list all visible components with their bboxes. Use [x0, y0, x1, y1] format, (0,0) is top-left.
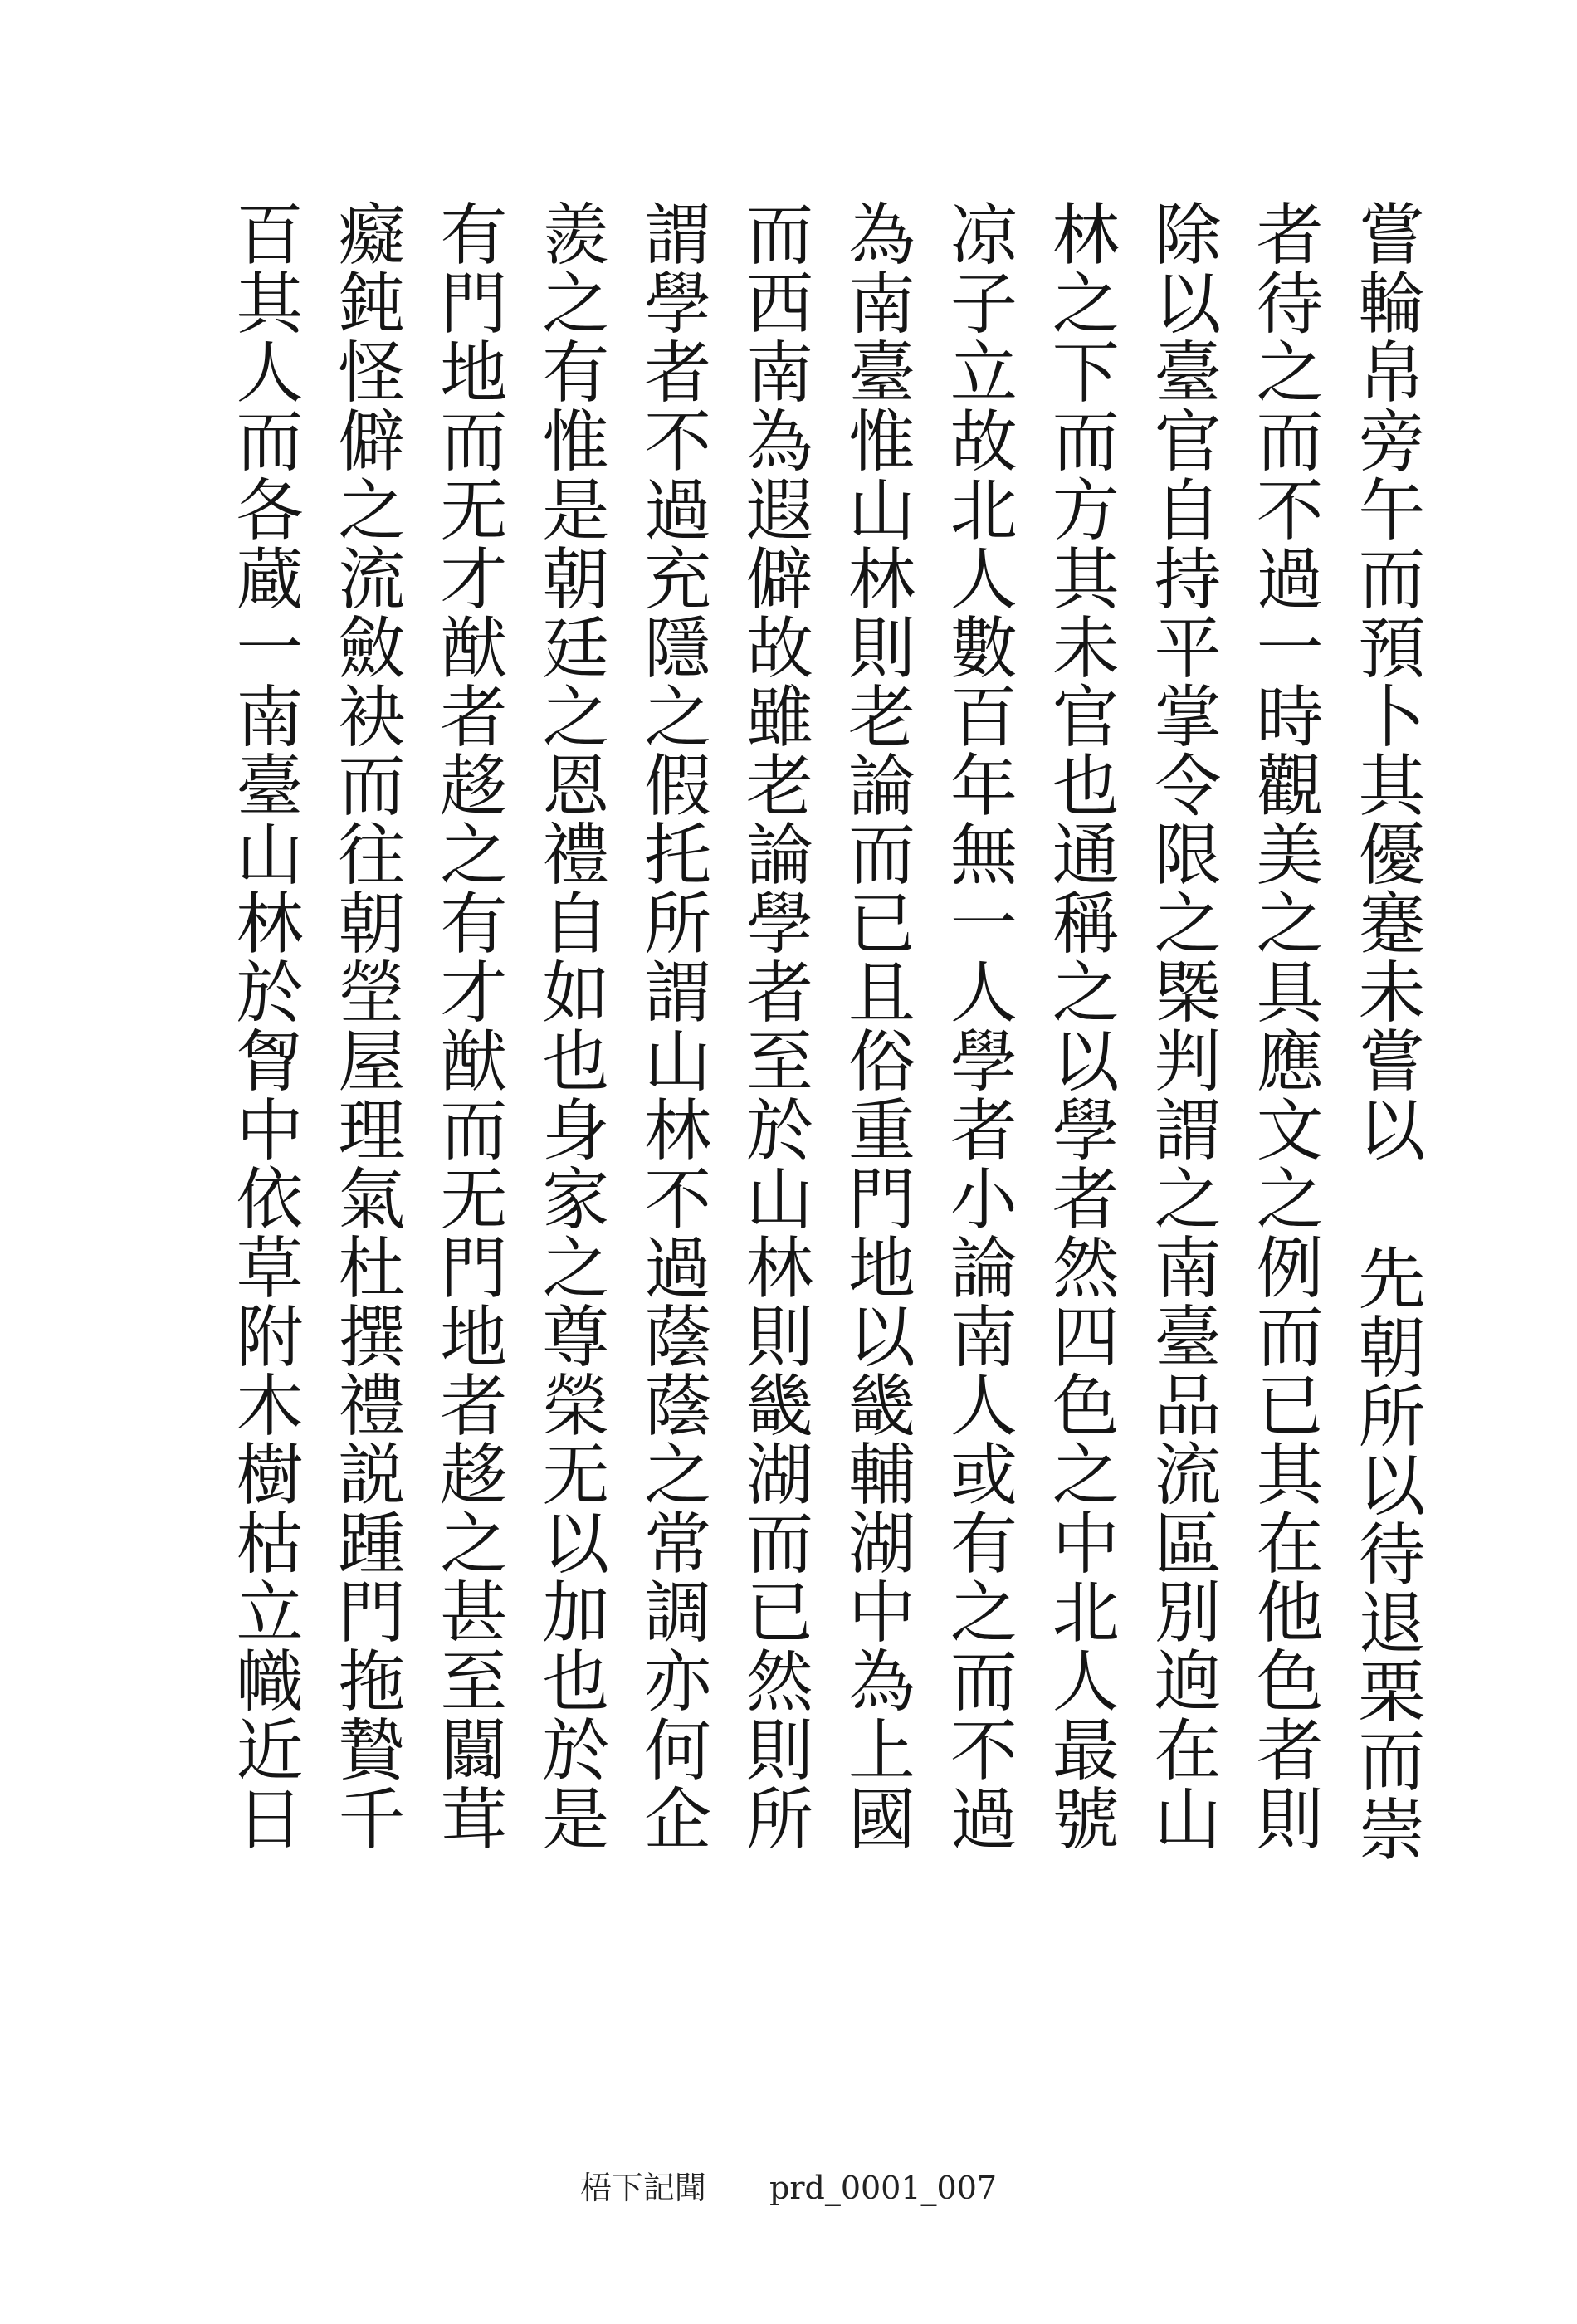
text-column-10: 有門地而无才猷者趍之有才猷而无門地者趍之甚至闒茸: [428, 199, 507, 1853]
text-column-12: 百其人而各蔵一南臺山林於胷中依草附木樹枯立幟近日: [225, 199, 303, 1853]
text-column-2: 者待之而不過一時觀美之具應文之例而已其在他色者則: [1245, 199, 1324, 1853]
vertical-text-block: [216, 199, 1425, 2042]
text-column-3: 除以臺官自持平掌令限之㮣判謂之南臺品流區別逈在山: [1143, 199, 1222, 1853]
text-column-5: 凉子立故北人數百年無一人學者小論南人或有之而不過: [939, 199, 1018, 1853]
text-column-1: 嘗輪帛旁午而預卜其優蹇未嘗以 先朝所以待退栗而崇: [1346, 199, 1425, 1863]
text-column-7: 而西南為遐僻故雖老論學者至於山林則畿湖而已然則所: [735, 199, 813, 1853]
footer-title: 梧下記聞: [579, 2170, 706, 2206]
text-column-8: 謂學者不過充隱之假托所謂山林不過蔭蔭之常調亦何企: [632, 199, 711, 1853]
footer-page-id: prd_0001_007: [769, 2170, 998, 2206]
text-column-11: 癡鈍怪僻之流斂袂而往朝塋屋理氣杜撰禮説踵門拖贄千: [326, 199, 405, 1853]
page-footer: [0, 2162, 1577, 2208]
text-column-6: 為南臺惟山林則老論而已且俗重門地以畿輔湖中為上國: [837, 199, 915, 1853]
text-column-9: 羨之有惟是朝廷之恩禮自如也身家之尊榮无以加也於是: [530, 199, 609, 1853]
text-column-4: 林之下而方其未官也通稱之以學者然四色之中北人最號: [1041, 199, 1120, 1853]
